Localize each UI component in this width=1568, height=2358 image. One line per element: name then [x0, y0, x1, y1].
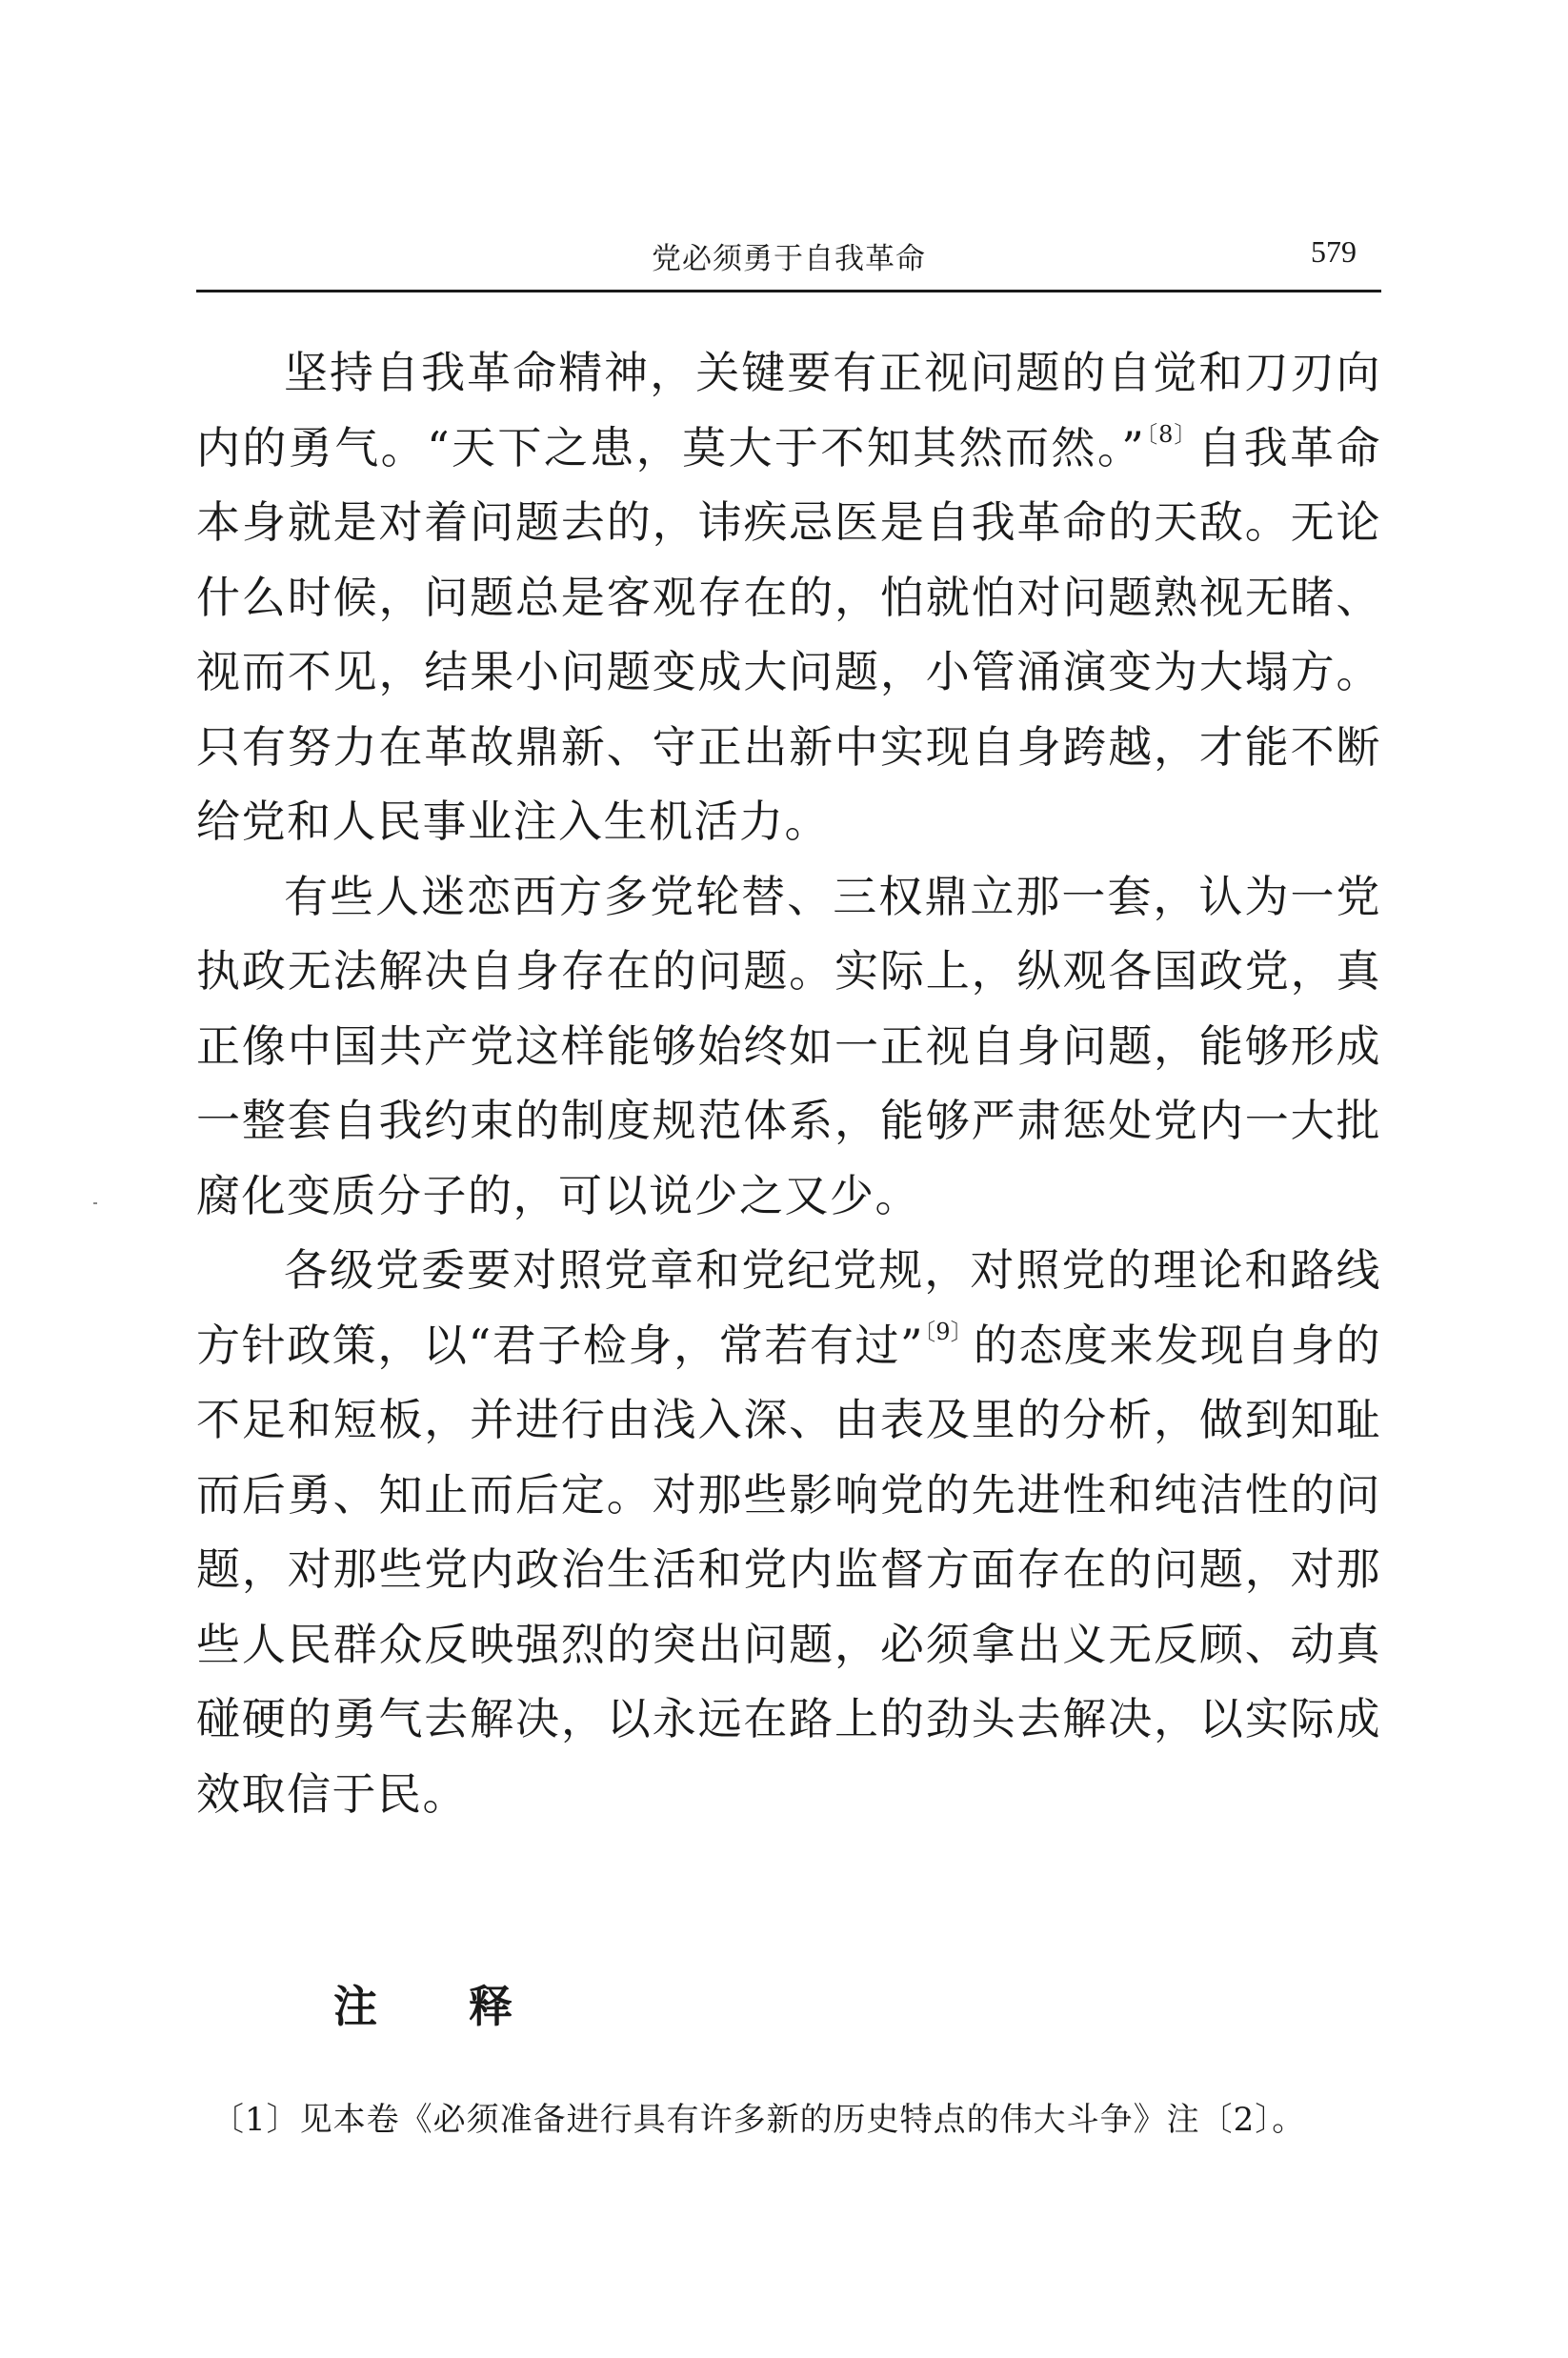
paragraph-1: [196, 335, 1381, 859]
footnote-ref-8: 〔8〕: [1145, 420, 1198, 448]
paragraph-2: [196, 859, 1381, 1234]
paragraph-3: [196, 1233, 1381, 1831]
note-item-1: 〔1〕见本卷《必须准备进行具有许多新的历史特点的伟大斗争》注〔2〕。: [211, 2101, 1306, 2139]
notes-heading: 注释: [333, 1981, 604, 2032]
paragraph-1-text-a: 坚持自我革命精神，关键要有正视问题的自觉和刀刃向内的勇气。“天下之患，莫大于不知其然而然。”: [196, 347, 1381, 474]
paragraph-2-text: 有些人迷恋西方多党轮替、三权鼎立那一套，认为一党执政无法解决自身存在的问题。实际上，纵观各国政党，真正像中国共产党这样能够始终如一正视自身问题，能够形成一整套自我约束的制度规范体系，能够严肃惩处党内一大批腐化变质分子的，可以说少之又少。: [196, 870, 1381, 1221]
paragraph-3-text-b: 的态度来发现自身的不足和短板，并进行由浅入深、由表及里的分析，做到知耻而后勇、知止而后定。对那些影响党的先进性和纯洁性的问题，对那些党内政治生活和党内监督方面存在的问题，对那些人民群众反映强烈的突出问题，必须拿出义无反顾、动真碰硬的勇气去解决，以永远在路上的劲头去解决，以实际成效取信于民。: [196, 1319, 1381, 1820]
running-title: 党必须勇于自我革命: [652, 242, 926, 276]
header-rule: [196, 290, 1381, 292]
page-number: 579: [1311, 234, 1357, 269]
margin-mark: [93, 1202, 97, 1204]
body-text: [196, 335, 1381, 1831]
footnote-ref-9: 〔9〕: [924, 1318, 974, 1345]
running-head: [196, 227, 1381, 284]
paragraph-1-text-b: 自我革命本身就是对着问题去的，讳疾忌医是自我革命的天敌。无论什么时候，问题总是客观存在的，怕就怕对问题熟视无睹、视而不见，结果小问题变成大问题，小管涌演变为大塌方。只有努力在革故鼎新、守正出新中实现自身跨越，才能不断给党和人民事业注入生机活力。: [196, 421, 1381, 847]
paragraph-3-text-a: 各级党委要对照党章和党纪党规，对照党的理论和路线方针政策，以“君子检身，常若有过”: [196, 1244, 1381, 1371]
